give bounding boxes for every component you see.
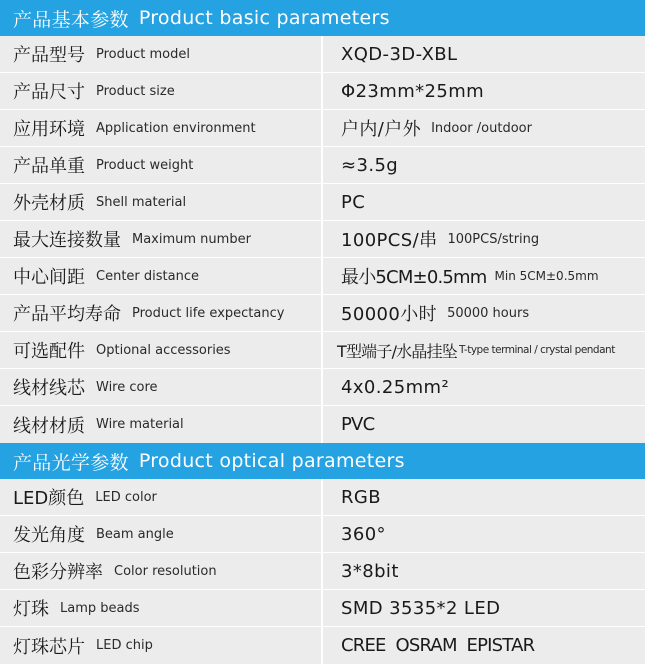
label-en: Product weight xyxy=(96,157,194,173)
table-row xyxy=(0,590,645,627)
optical-parameters-table xyxy=(0,479,645,664)
row-value xyxy=(323,73,645,109)
value-main: 100PCS/串 xyxy=(341,230,438,251)
label-en: Product life expectancy xyxy=(132,305,285,321)
row-label xyxy=(0,479,323,515)
label-en: Color resolution xyxy=(114,563,217,579)
label-en: Lamp beads xyxy=(60,600,140,616)
row-label xyxy=(0,553,323,589)
label-zh: 产品单重 xyxy=(13,156,85,177)
label-zh: 发光角度 xyxy=(13,525,85,546)
value-main: CREE OSRAM EPISTAR xyxy=(341,635,535,656)
row-label xyxy=(0,369,323,405)
value-main: ≈3.5g xyxy=(341,154,399,176)
label-en: Wire core xyxy=(96,379,158,395)
row-value xyxy=(323,553,645,589)
label-zh: 外壳材质 xyxy=(13,193,85,214)
label-zh: 色彩分辨率 xyxy=(13,562,103,583)
row-value xyxy=(323,590,645,626)
label-zh: 中心间距 xyxy=(13,267,85,288)
row-label xyxy=(0,590,323,626)
row-value xyxy=(323,369,645,405)
value-en: Min 5CM±0.5mm xyxy=(494,269,599,283)
row-label xyxy=(0,332,323,368)
row-value xyxy=(323,295,645,331)
value-en: Indoor /outdoor xyxy=(431,120,532,136)
label-en: LED color xyxy=(95,489,157,505)
value-main: Φ23mm*25mm xyxy=(341,80,485,102)
label-en: Product model xyxy=(96,46,190,62)
label-zh: 线材线芯 xyxy=(13,378,85,399)
table-row xyxy=(0,110,645,147)
value-main: PVC xyxy=(341,414,375,435)
value-main: 4x0.25mm² xyxy=(341,376,450,398)
label-en: Wire material xyxy=(96,417,184,432)
row-label xyxy=(0,627,323,664)
label-en: Maximum number xyxy=(132,231,251,247)
label-en: Product size xyxy=(96,83,175,99)
label-zh: 最大连接数量 xyxy=(13,230,121,251)
basic-title-en: Product basic parameters xyxy=(138,7,390,29)
value-main: SMD 3535*2 LED xyxy=(341,597,501,619)
table-row xyxy=(0,479,645,516)
optical-title-en: Product optical parameters xyxy=(138,450,405,472)
table-row xyxy=(0,369,645,406)
label-zh: 可选配件 xyxy=(13,341,85,362)
table-row xyxy=(0,295,645,332)
label-zh: 线材材质 xyxy=(13,415,85,437)
row-value xyxy=(323,110,645,146)
value-main: 50000小时 xyxy=(341,304,438,325)
label-en: LED chip xyxy=(96,638,153,653)
table-row xyxy=(0,627,645,664)
row-value xyxy=(323,516,645,552)
label-zh: 灯珠芯片 xyxy=(13,636,85,658)
label-en: Center distance xyxy=(96,268,199,284)
row-value xyxy=(323,184,645,220)
label-zh: LED颜色 xyxy=(13,488,85,509)
label-zh: 应用环境 xyxy=(13,119,85,140)
value-main: PC xyxy=(341,191,366,213)
row-label xyxy=(0,73,323,109)
row-value xyxy=(323,36,645,72)
value-main: RGB xyxy=(341,486,382,508)
value-main: 360° xyxy=(341,523,386,545)
table-row xyxy=(0,258,645,295)
basic-parameters-header xyxy=(0,0,645,36)
value-main: 户内/户外 xyxy=(341,119,422,140)
row-value xyxy=(323,406,645,443)
table-row xyxy=(0,516,645,553)
row-value xyxy=(323,221,645,257)
optical-title-zh: 产品光学参数 xyxy=(13,451,129,474)
value-main: 3*8bit xyxy=(341,560,399,582)
label-zh: 产品平均寿命 xyxy=(13,304,121,325)
value-en: 100PCS/string xyxy=(447,231,540,247)
label-zh: 产品尺寸 xyxy=(13,82,85,103)
table-row xyxy=(0,221,645,258)
value-main: 最小5CM±0.5mm xyxy=(341,267,487,288)
row-label xyxy=(0,147,323,183)
value-en: T-type terminal / crystal pendant xyxy=(458,344,615,356)
label-zh: 灯珠 xyxy=(13,599,49,620)
value-main: XQD-3D-XBL xyxy=(341,43,458,65)
label-en: Application environment xyxy=(96,120,256,136)
row-label xyxy=(0,184,323,220)
row-label xyxy=(0,110,323,146)
row-label xyxy=(0,258,323,294)
row-label xyxy=(0,295,323,331)
table-row xyxy=(0,147,645,184)
basic-parameters-table xyxy=(0,36,645,443)
optical-parameters-header xyxy=(0,443,645,479)
row-value xyxy=(323,332,645,368)
table-row xyxy=(0,553,645,590)
row-value xyxy=(323,627,645,664)
basic-title-zh: 产品基本参数 xyxy=(13,8,129,31)
row-value xyxy=(323,479,645,515)
row-label xyxy=(0,221,323,257)
row-value xyxy=(323,258,645,294)
label-en: Beam angle xyxy=(96,526,174,542)
row-label xyxy=(0,516,323,552)
label-en: Shell material xyxy=(96,194,187,210)
label-en: Optional accessories xyxy=(96,342,231,358)
row-value xyxy=(323,147,645,183)
value-en: 50000 hours xyxy=(447,305,530,321)
row-label xyxy=(0,406,323,443)
table-row xyxy=(0,73,645,110)
row-label xyxy=(0,36,323,72)
table-row xyxy=(0,332,645,369)
value-main: T型端子/水晶挂坠 xyxy=(337,341,457,361)
table-row xyxy=(0,36,645,73)
table-row xyxy=(0,184,645,221)
table-row xyxy=(0,406,645,443)
label-zh: 产品型号 xyxy=(13,45,85,66)
